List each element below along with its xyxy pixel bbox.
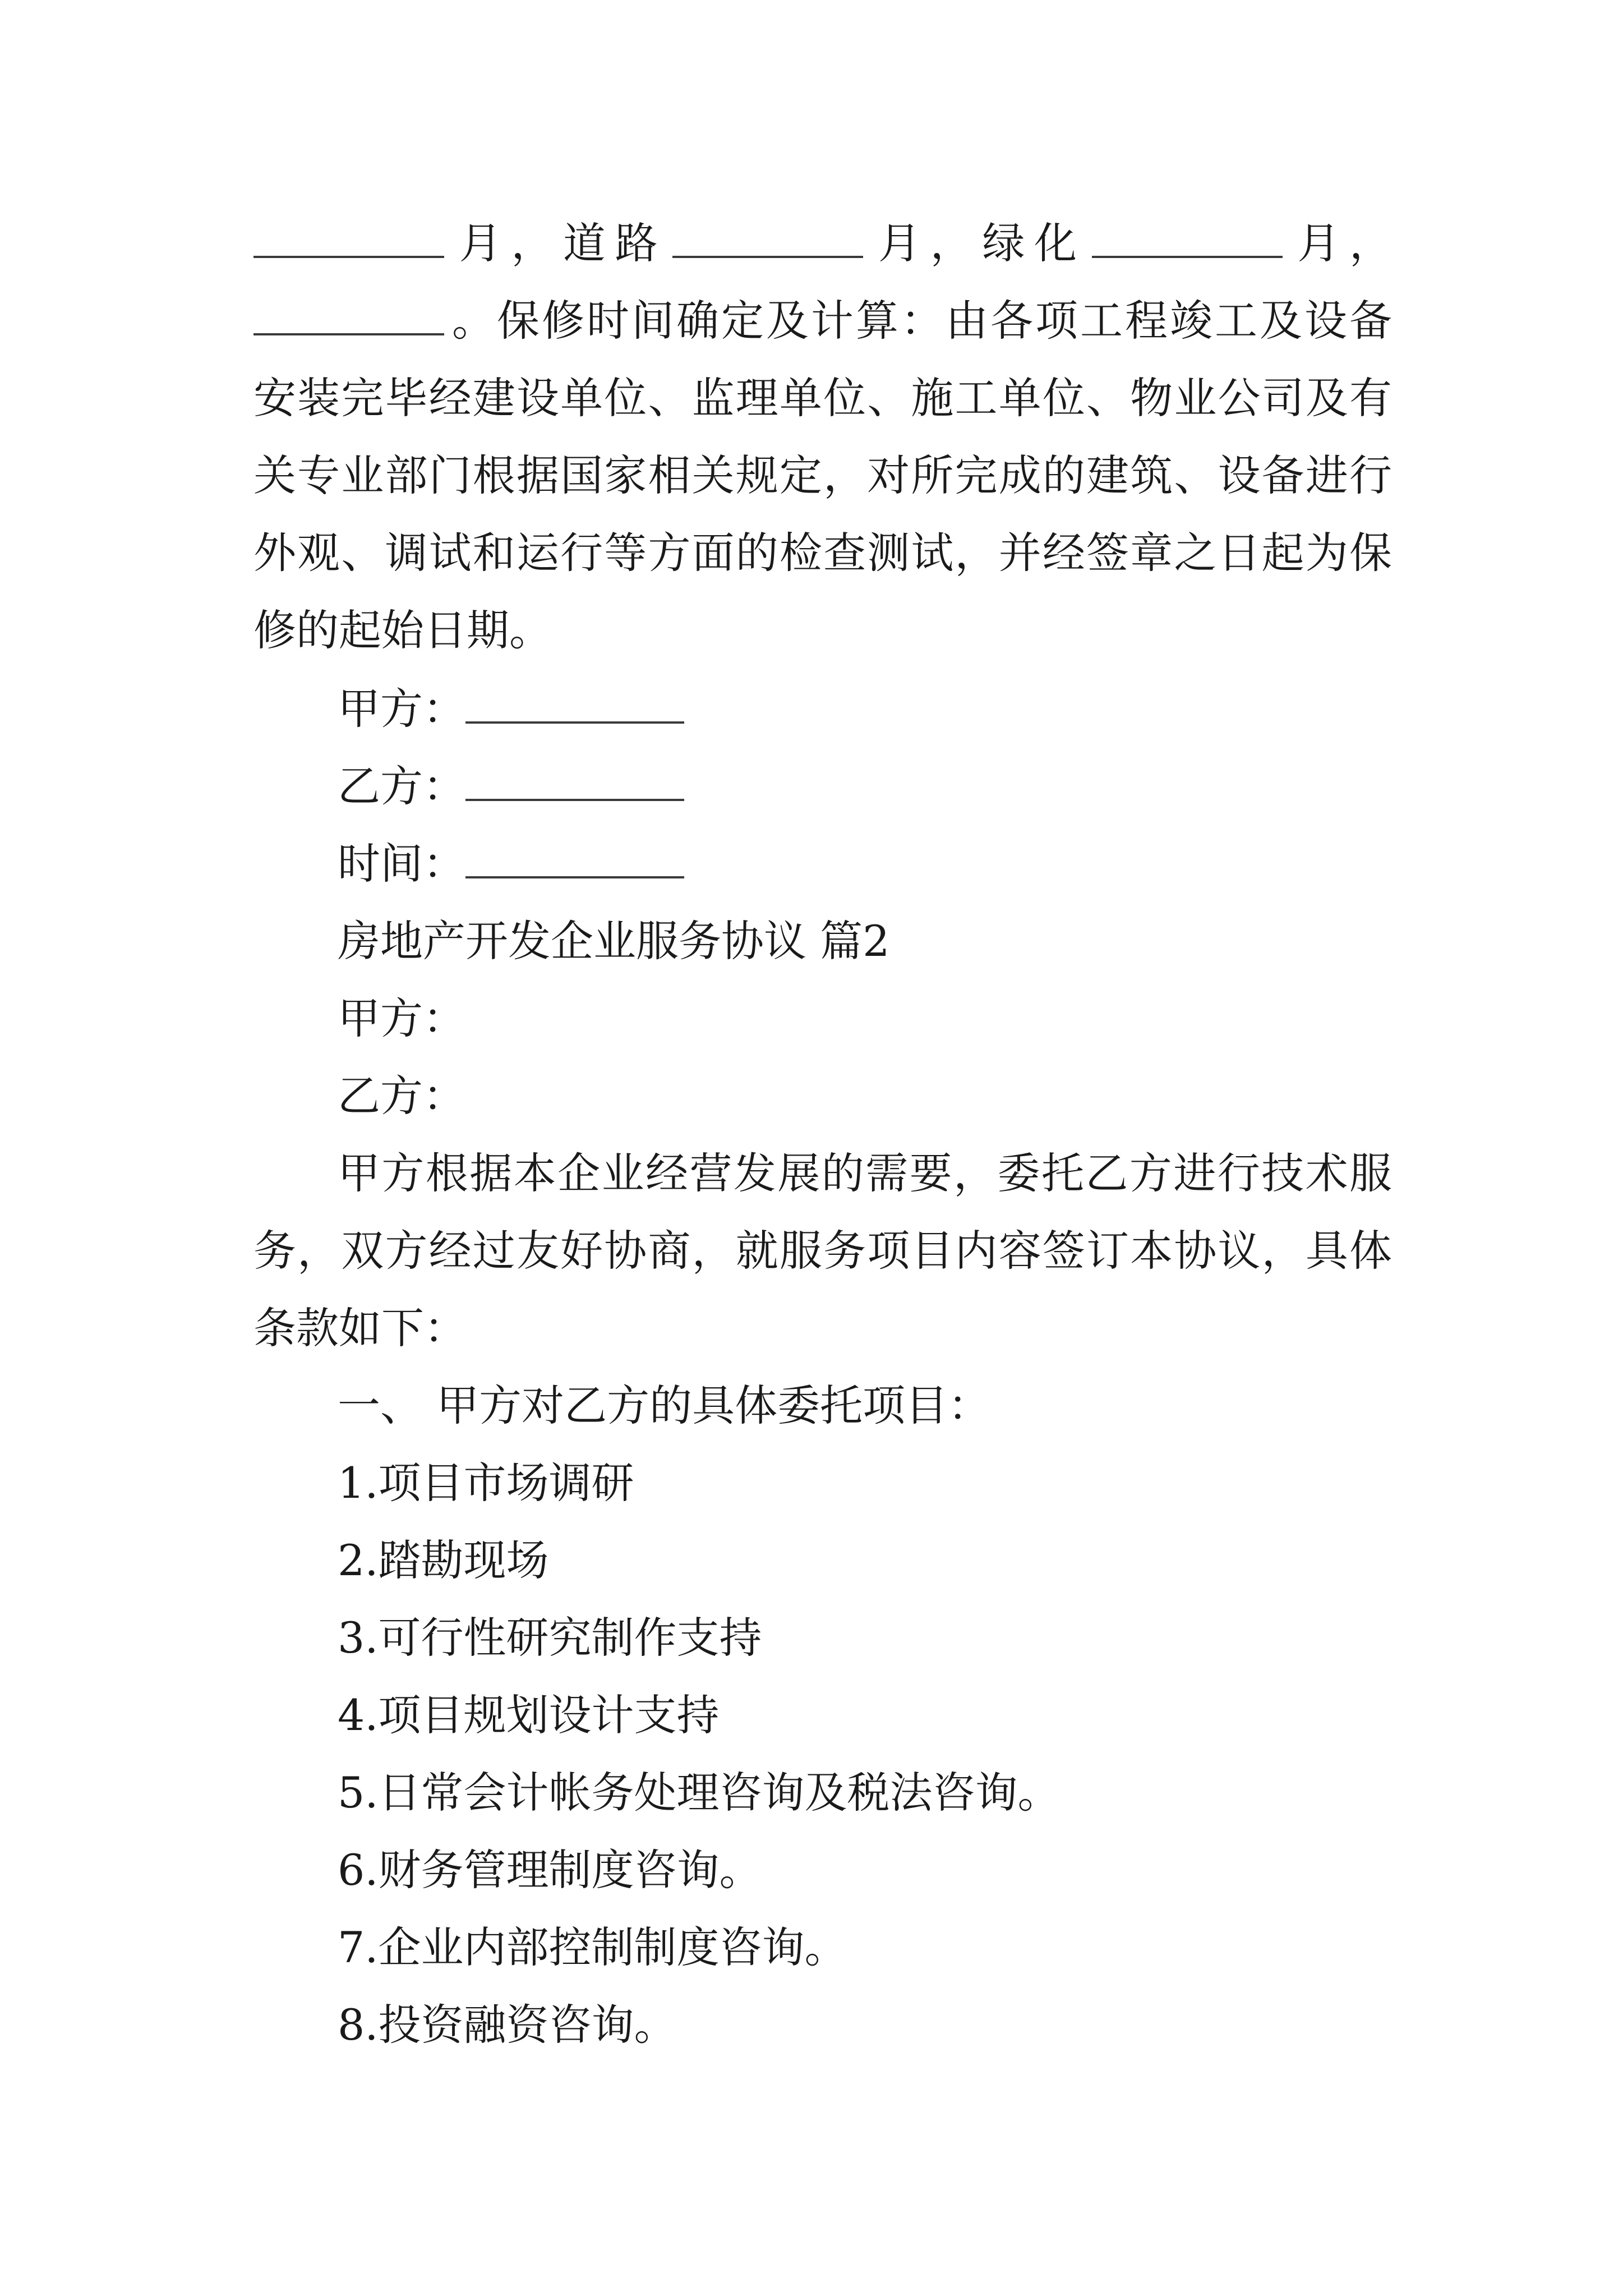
signature-party-a bbox=[338, 681, 1392, 737]
list-item: 6.财务管理制度咨询。 bbox=[338, 1845, 762, 1895]
paragraph-line: 修的起始日期。 bbox=[253, 605, 552, 655]
list-item: 4.项目规划设计支持 bbox=[338, 1690, 720, 1740]
fill-in-blank bbox=[465, 719, 684, 724]
list-item: 5.日常会计帐务处理咨询及税法咨询。 bbox=[338, 1768, 1061, 1818]
intro-line: 甲方根据本企业经营发展的需要，委托乙方进行技术服 bbox=[338, 1148, 1392, 1198]
fill-in-blank bbox=[672, 254, 863, 258]
fill-in-blank bbox=[253, 254, 444, 258]
party-b-label: 乙方： bbox=[338, 1071, 465, 1121]
party-a-label: 甲方： bbox=[338, 993, 465, 1043]
text-fragment: 月，绿化 bbox=[869, 218, 1086, 268]
paragraph-line bbox=[253, 215, 1392, 272]
intro-line: 条款如下： bbox=[253, 1303, 467, 1353]
list-item: 7.企业内部控制制度咨询。 bbox=[338, 1922, 847, 1972]
paragraph-line bbox=[253, 293, 1392, 349]
signature-label: 乙方： bbox=[338, 761, 465, 811]
list-item: 1.项目市场调研 bbox=[338, 1458, 634, 1508]
signature-label: 甲方： bbox=[338, 684, 465, 734]
fill-in-blank bbox=[465, 874, 684, 878]
section-heading: 一、 甲方对乙方的具体委托项目： bbox=[338, 1381, 991, 1430]
fill-in-blank bbox=[1092, 254, 1283, 258]
section-title: 房地产开发企业服务协议 篇2 bbox=[338, 916, 890, 966]
signature-time bbox=[338, 836, 1392, 892]
paragraph-line: 安装完毕经建设单位、监理单位、施工单位、物业公司及有 bbox=[253, 373, 1392, 423]
list-item: 3.可行性研究制作支持 bbox=[338, 1613, 762, 1663]
fill-in-blank bbox=[465, 797, 684, 801]
intro-line: 务，双方经过友好协商，就服务项目内容签订本协议，具体 bbox=[253, 1226, 1392, 1276]
text-fragment: 月，道路 bbox=[450, 218, 667, 268]
paragraph-line: 外观、调试和运行等方面的检查测试，并经签章之日起为保 bbox=[253, 528, 1392, 578]
paragraph-line: 关专业部门根据国家相关规定，对所完成的建筑、设备进行 bbox=[253, 450, 1392, 500]
text-fragment: 月， bbox=[1288, 218, 1392, 268]
signature-party-b bbox=[338, 758, 1392, 815]
fill-in-blank bbox=[253, 331, 444, 335]
signature-label: 时间： bbox=[338, 839, 465, 889]
list-item: 2.踏勘现场 bbox=[338, 1535, 549, 1585]
text-fragment: 。保修时间确定及计算：由各项工程竣工及设备 bbox=[450, 296, 1392, 346]
list-item: 8.投资融资咨询。 bbox=[338, 2000, 677, 2050]
